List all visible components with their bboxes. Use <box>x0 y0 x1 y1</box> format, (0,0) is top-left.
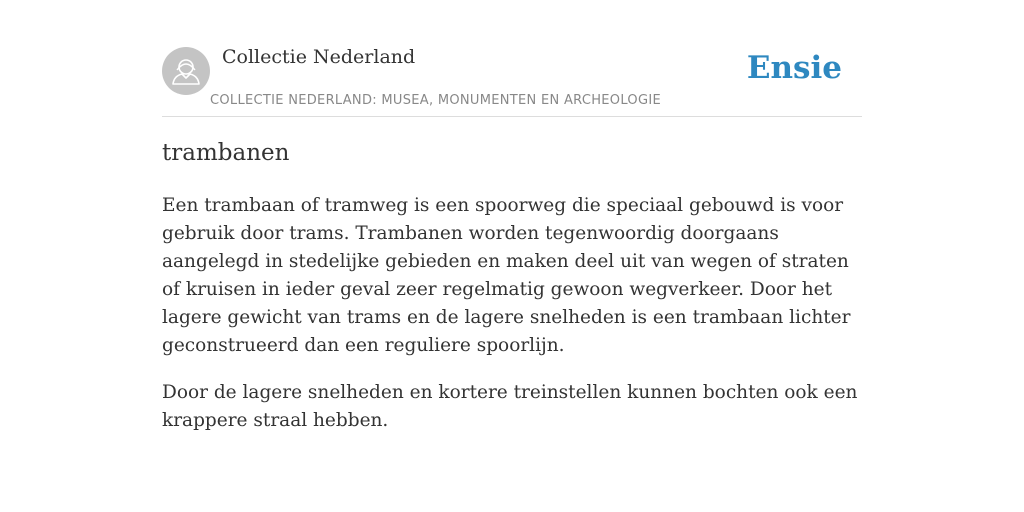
brand-logo[interactable]: Ensie <box>746 50 842 86</box>
avatar[interactable] <box>162 47 210 95</box>
definition-paragraph: Een trambaan of tramweg is een spoorweg die speciaal gebouwd is voor gebruik door trams. Trambanen worden tegenwoordig doorgaans aangelegd in stedelijke gebieden en maken deel uit van wegen of straten of kruisen in ieder geval zeer regelmatig gewoon wegverkeer. Door het lagere gewicht van trams en de lagere snelheden is een trambaan lichter geconstrueerd dan een reguliere spoorlijn. <box>162 195 851 356</box>
user-icon <box>162 47 210 95</box>
entry-definition <box>162 192 862 454</box>
entry-card <box>162 0 862 431</box>
entry-header <box>162 0 862 117</box>
author-name[interactable]: Collectie Nederland <box>222 46 416 68</box>
definition-paragraph: Door de lagere snelheden en kortere treinstellen kunnen bochten ook een krappere straal hebben. <box>162 382 858 431</box>
entry-term: trambanen <box>162 140 290 166</box>
source-label[interactable]: COLLECTIE NEDERLAND: MUSEA, MONUMENTEN EN ARCHEOLOGIE <box>210 93 661 108</box>
